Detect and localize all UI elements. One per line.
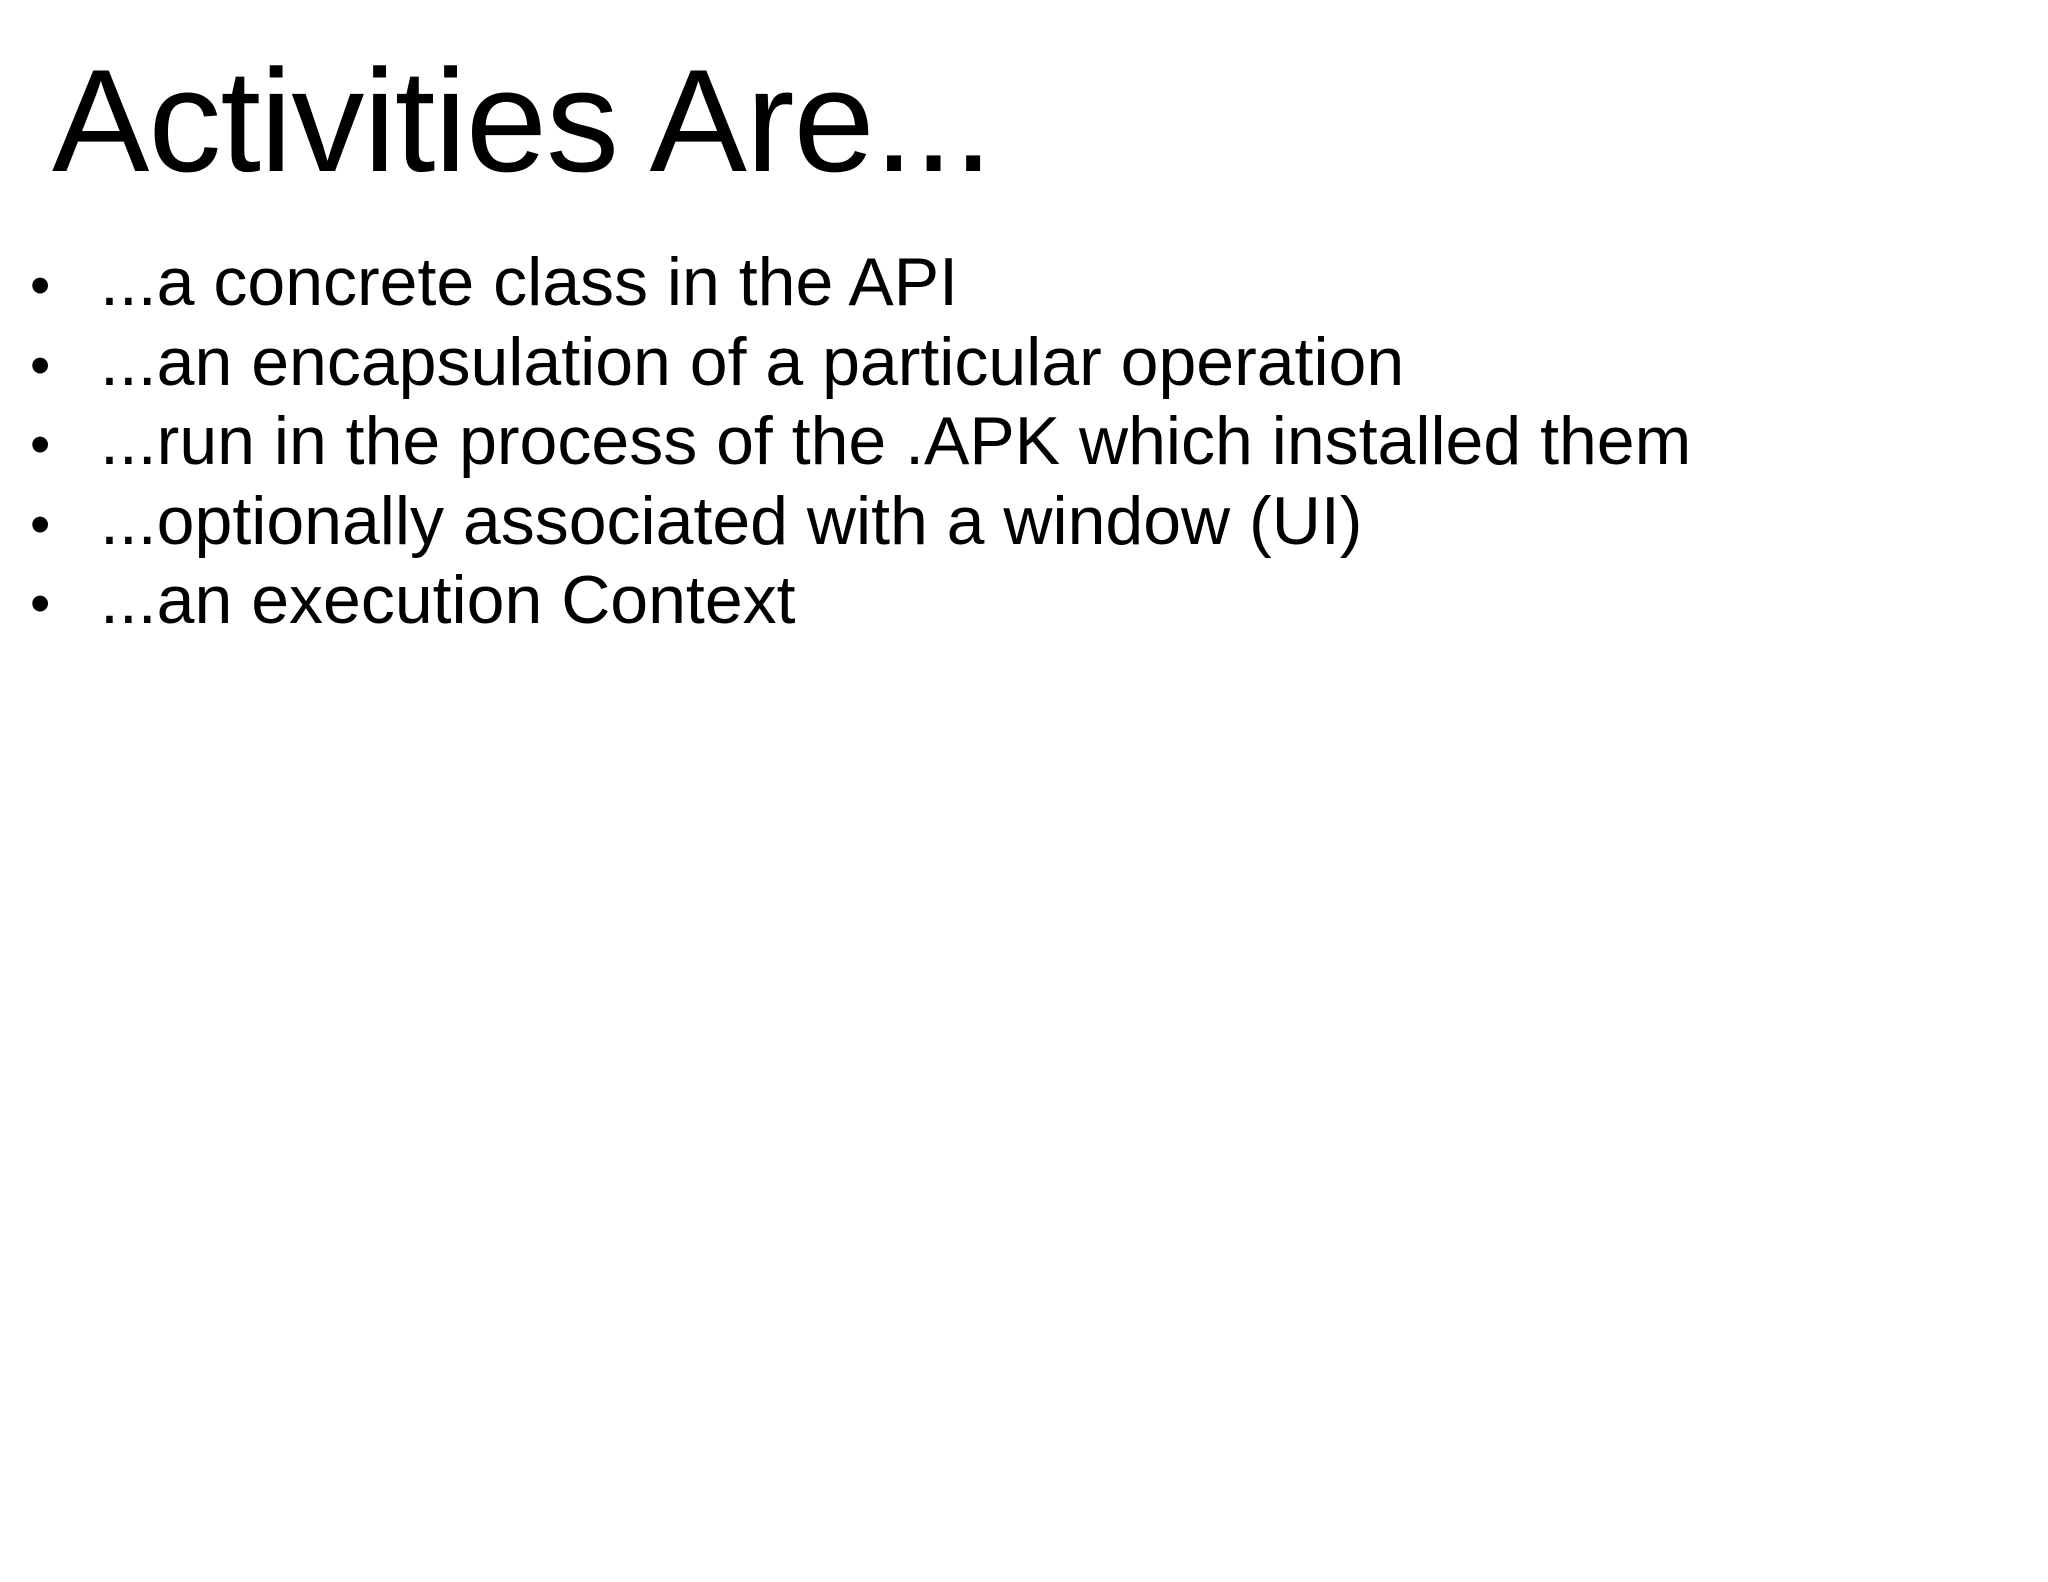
bullet-item	[30, 403, 1692, 487]
bullet-item	[30, 482, 1691, 567]
bullet-text: ...an encapsulation of a particular operation	[100, 323, 1405, 400]
bullet-item	[30, 562, 1691, 646]
bullet-text: ...optionally associated with a window (UI)	[100, 482, 1363, 559]
bullet-marker: •	[30, 412, 51, 477]
bullet-text: ...an execution Context	[100, 562, 796, 638]
bullet-item	[30, 323, 1691, 408]
bullet-marker: •	[30, 332, 51, 398]
bullet-list	[30, 244, 1692, 646]
bullet-item	[30, 244, 1691, 328]
bullet-marker: •	[30, 491, 51, 557]
bullet-marker: •	[30, 571, 51, 636]
slide-title: Activities Are...	[52, 39, 993, 202]
bullet-marker: •	[30, 253, 51, 318]
bullet-text: ...run in the process of the .APK which installed them	[100, 403, 1692, 479]
bullet-text: ...a concrete class in the API	[100, 244, 959, 320]
